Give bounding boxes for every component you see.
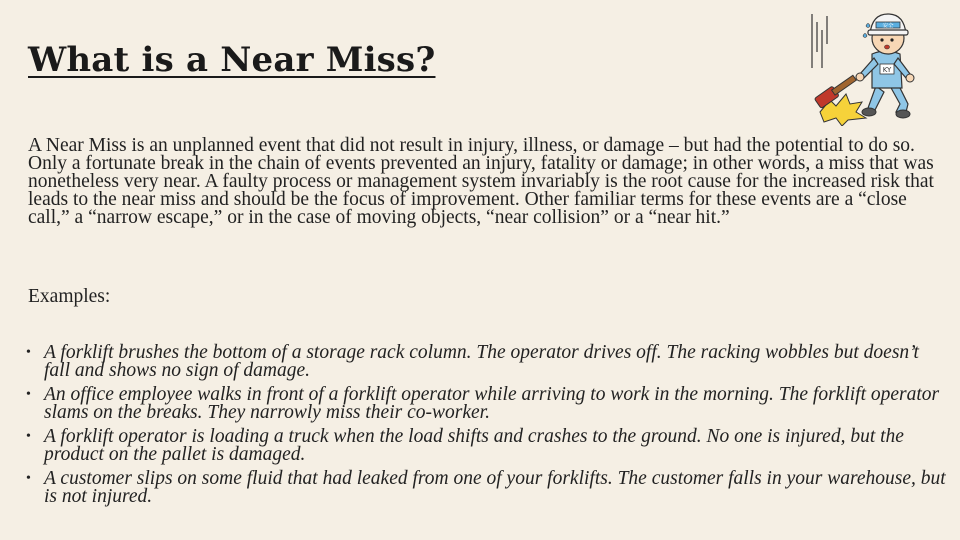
near-miss-definition: A Near Miss is an unplanned event that did not result in injury, illness, or damage – but had the potential to do so. Only a fortunate break in the chain of events prevented an injury, fatality or damage; in other words, a miss that was nonetheless very near. A faulty process or management system invariably is the root cause for the increased risk that leads to the near miss and should be the focus of improvement. Other familiar terms for these events are a “close call,” a “narrow escape,” or in the case of moving objects, “near collision” or a “near hit.” bbox=[28, 135, 934, 228]
examples-heading: Examples: bbox=[28, 286, 111, 307]
example-item bbox=[26, 344, 946, 380]
examples-list bbox=[26, 344, 946, 512]
bullet-icon: • bbox=[26, 429, 31, 444]
near-miss-worker-illustration bbox=[806, 8, 924, 126]
example-item bbox=[26, 386, 946, 422]
bullet-icon: • bbox=[26, 345, 31, 360]
motion-lines bbox=[812, 14, 827, 68]
bullet-icon: • bbox=[26, 471, 31, 486]
example-text: A customer slips on some fluid that had leaked from one of your forklifts. The customer falls in your warehouse, but is not injured. bbox=[44, 468, 946, 507]
hammer-icon bbox=[814, 73, 858, 109]
example-text: A forklift operator is loading a truck when the load shifts and crashes to the ground. No one is injured, but the product on the pallet is damaged. bbox=[44, 426, 904, 465]
bullet-icon: • bbox=[26, 387, 31, 402]
page-title: What is a Near Miss? bbox=[28, 40, 436, 80]
example-text: A forklift brushes the bottom of a storage rack column. The operator drives off. The racking wobbles but doesn’t fall and shows no sign of damage. bbox=[44, 342, 919, 381]
example-item bbox=[26, 470, 946, 506]
example-text: An office employee walks in front of a forklift operator while arriving to work in the morning. The forklift operator slams on the breaks. They narrowly miss their co-worker. bbox=[44, 384, 940, 423]
example-item bbox=[26, 428, 946, 464]
hardhat-icon bbox=[868, 14, 908, 35]
vest-label: KY bbox=[882, 66, 892, 74]
hardhat-label: 安全 bbox=[882, 23, 894, 30]
